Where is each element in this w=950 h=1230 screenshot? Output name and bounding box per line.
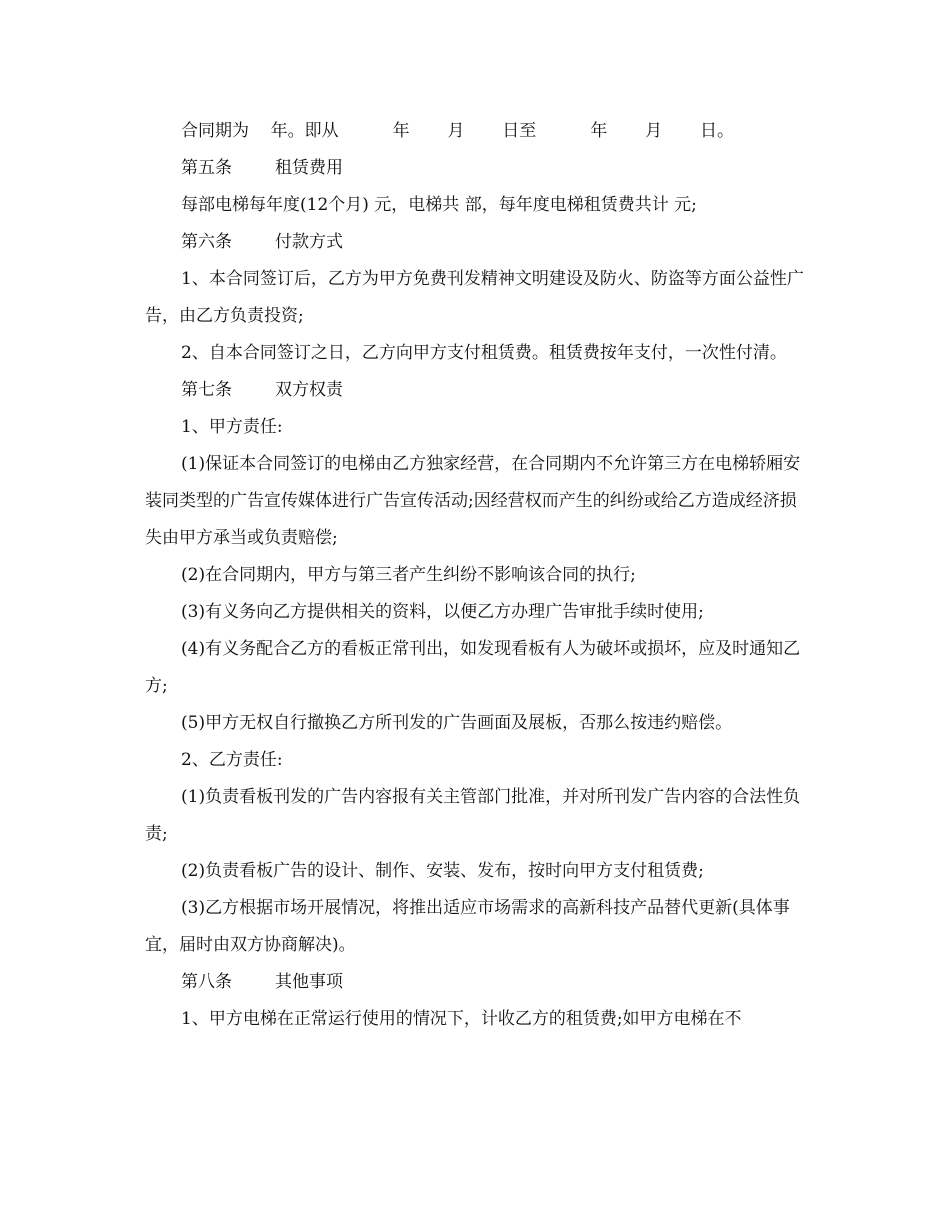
party-b-item-3: (3)乙方根据市场开展情况，将推出适应市场需求的高新科技产品替代更新(具体事宜，届时由双方协商解决)。 <box>145 898 790 955</box>
article-number: 第五条 <box>181 158 232 178</box>
article-7-heading <box>145 372 805 409</box>
document-body <box>145 113 805 1038</box>
party-a-heading: 1、甲方责任: <box>181 417 283 437</box>
party-b-item-2: (2)负责看板广告的设计、制作、安装、发布，按时向甲方支付租赁费; <box>181 861 704 881</box>
article-6-item-2: 2、自本合同签订之日，乙方向甲方支付租赁费。租赁费按年支付，一次性付清。 <box>181 343 787 363</box>
article-5-text: 每部电梯每年度(12个月) 元，电梯共 部，每年度电梯租赁费共计 元; <box>181 195 697 215</box>
article-title: 双方权责 <box>275 380 343 400</box>
party-a-item-3: (3)有义务向乙方提供相关的资料，以便乙方办理广告审批手续时使用; <box>181 602 704 622</box>
article-8-heading <box>145 964 805 1001</box>
party-a-item-1: (1)保证本合同签订的电梯由乙方独家经营，在合同期内不允许第三方在电梯轿厢安装同类型的广告宣传媒体进行广告宣传活动;因经营权而产生的纠纷或给乙方造成经济损失由甲方承当或负责赔偿; <box>145 454 801 548</box>
article-number: 第八条 <box>181 972 232 992</box>
article-title: 其他事项 <box>275 972 343 992</box>
article-title: 租赁费用 <box>275 158 343 178</box>
article-number: 第七条 <box>181 380 232 400</box>
article-6-item-1: 1、本合同签订后，乙方为甲方免费刊发精神文明建设及防火、防盗等方面公益性广告，由乙方负责投资; <box>145 269 804 326</box>
party-b-heading: 2、乙方责任: <box>181 750 283 770</box>
party-a-item-4: (4)有义务配合乙方的看板正常刊出，如发现看板有人为破坏或损坏，应及时通知乙方; <box>145 639 801 696</box>
article-5-heading <box>145 150 805 187</box>
article-6-heading <box>145 224 805 261</box>
article-title: 付款方式 <box>275 232 343 252</box>
party-a-item-2: (2)在合同期内，甲方与第三者产生纠纷不影响该合同的执行; <box>181 565 636 585</box>
party-a-item-5: (5)甲方无权自行撤换乙方所刊发的广告画面及展板，否那么按违约赔偿。 <box>181 713 733 733</box>
party-b-item-1: (1)负责看板刊发的广告内容报有关主管部门批准，并对所刊发广告内容的合法性负责; <box>145 787 801 844</box>
contract-term-line: 合同期为 年。即从 年 月 日至 年 月 日。 <box>181 121 734 141</box>
article-number: 第六条 <box>181 232 232 252</box>
article-8-item-1: 1、甲方电梯在正常运行使用的情况下，计收乙方的租赁费;如甲方电梯在不 <box>181 1009 742 1029</box>
